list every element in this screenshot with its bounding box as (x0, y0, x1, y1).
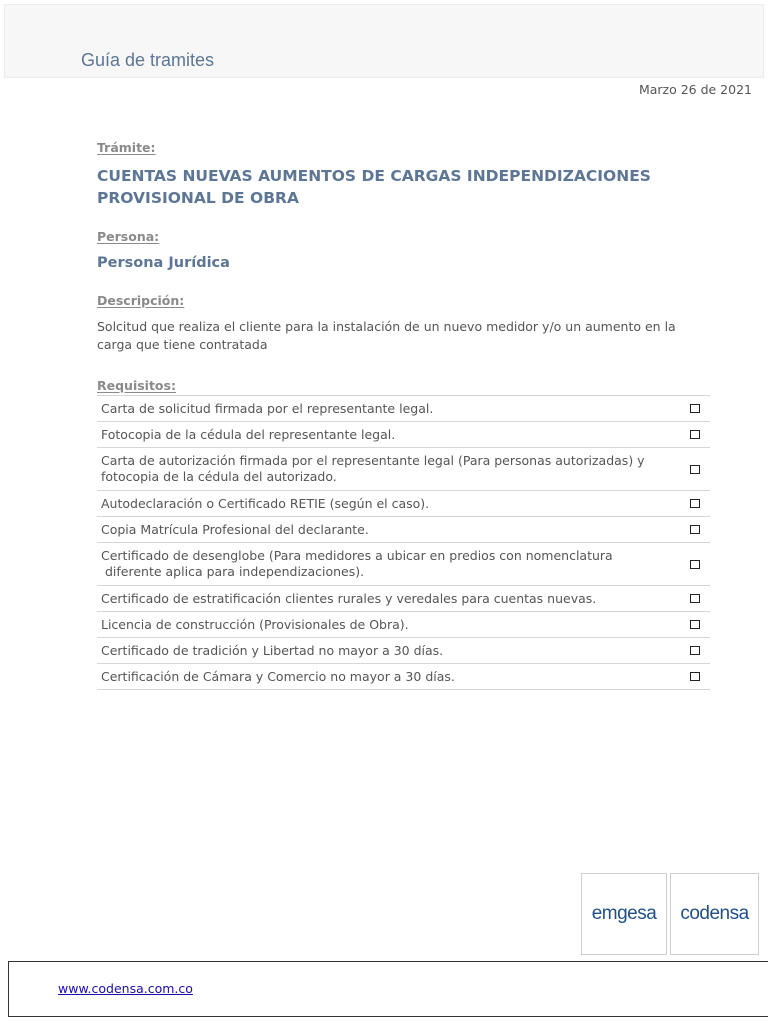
requirement-checkbox[interactable] (690, 620, 700, 629)
requirement-text: Carta de autorización firmada por el representante legal (Para personas autorizadas) y fotocopia de la cédula del autorizado. (101, 453, 649, 484)
requirement-text: Certificado de tradición y Libertad no mayor a 30 días. (101, 642, 444, 658)
requirement-row (97, 491, 710, 517)
requirement-checkbox[interactable] (690, 430, 700, 439)
emgesa-logo (581, 873, 667, 955)
requirement-checkbox[interactable] (690, 465, 700, 474)
requirement-row (97, 543, 710, 586)
descripcion-label: Descripción: (97, 293, 185, 308)
requirement-checkbox[interactable] (690, 499, 700, 508)
descripcion-value: Solcitud que realiza el cliente para la instalación de un nuevo medidor y/o un aumento en la carga que tiene contratada (97, 319, 676, 352)
document-date: Marzo 26 de 2021 (638, 82, 752, 97)
requirement-row (97, 396, 710, 422)
requirement-row (97, 612, 710, 638)
emgesa-logo-text: emgesa (591, 903, 657, 924)
persona-label: Persona: (97, 229, 160, 244)
requirement-text: Licencia de construcción (Provisionales de Obra). (101, 616, 409, 632)
codensa-logo-text: codensa (680, 903, 749, 924)
requirement-text: Copia Matrícula Profesional del declarante. (101, 521, 369, 537)
requirement-text: Autodeclaración o Certificado RETIE (según el caso). (101, 495, 430, 511)
requirement-row (97, 586, 710, 612)
requirement-text: Certificado de estratificación clientes rurales y veredales para cuentas nuevas. (101, 590, 597, 606)
page-title: Guía de tramites (81, 50, 215, 70)
tramite-label: Trámite: (97, 140, 156, 155)
requirement-checkbox[interactable] (690, 672, 700, 681)
requisitos-label: Requisitos: (97, 378, 176, 393)
footer (8, 961, 768, 1017)
requirements-table (97, 395, 710, 690)
requirement-checkbox[interactable] (690, 525, 700, 534)
requirement-checkbox[interactable] (690, 560, 700, 569)
requirement-text: Certificado de desenglobe (Para medidores a ubicar en predios con nomenclatura diferente aplica para independizaciones). (101, 548, 613, 579)
requirement-row (97, 517, 710, 543)
requirement-row (97, 448, 710, 491)
requirement-checkbox[interactable] (690, 594, 700, 603)
persona-value: Persona Jurídica (97, 255, 230, 271)
codensa-logo (670, 873, 759, 955)
requirement-checkbox[interactable] (690, 646, 700, 655)
requirement-row (97, 638, 710, 664)
requirement-row (97, 422, 710, 448)
requirement-row (97, 664, 710, 690)
website-link[interactable]: www.codensa.com.co (58, 981, 193, 996)
requirement-text: Certificación de Cámara y Comercio no mayor a 30 días. (101, 668, 455, 684)
requirement-checkbox[interactable] (690, 404, 700, 413)
tramite-value: CUENTAS NUEVAS AUMENTOS DE CARGAS INDEPENDIZACIONES PROVISIONAL DE OBRA (97, 167, 651, 207)
requirement-text: Fotocopia de la cédula del representante legal. (101, 426, 396, 442)
requirement-text: Carta de solicitud firmada por el representante legal. (101, 400, 434, 416)
